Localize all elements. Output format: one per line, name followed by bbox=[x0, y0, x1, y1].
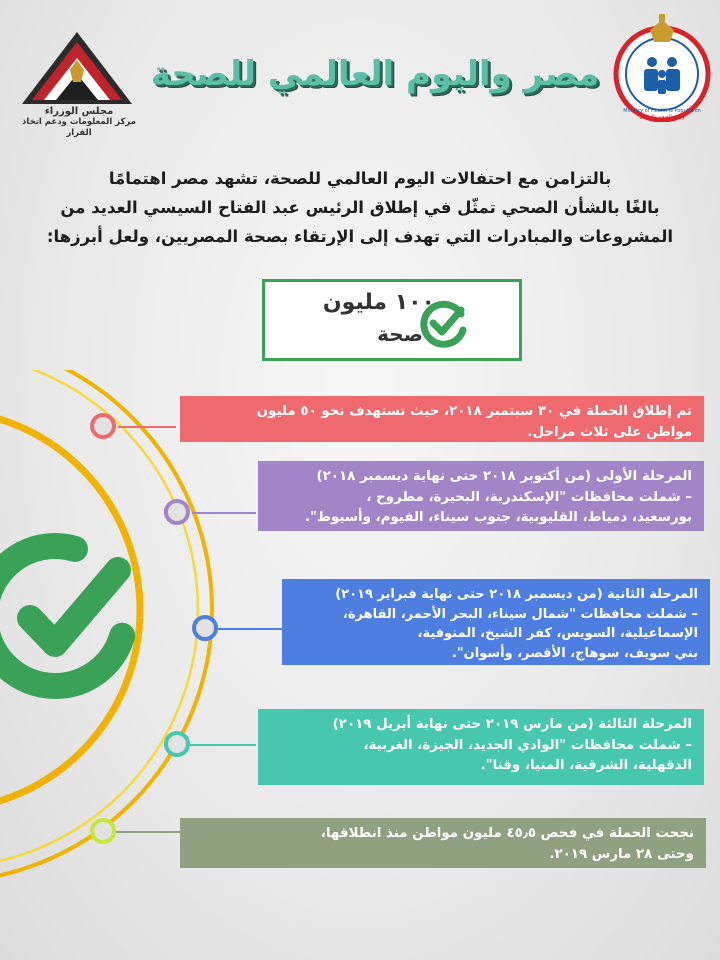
phase-two-card: المرحلة الثانية (من ديسمبر ٢٠١٨ حتى نهاية فبراير ٢٠١٩) – شملت محافظات "شمال سيناء، البحر الأحمر، القاهرة، الإسماعيلية، السويس، كفر الشيخ، المنوفية، بني سويف، سوهاج، الأقصر، وأسوان". bbox=[282, 579, 710, 665]
timeline-node bbox=[164, 731, 190, 757]
timeline-node bbox=[90, 413, 116, 439]
page-title: مصر واليوم العالمي للصحة bbox=[150, 54, 600, 94]
phase-one-card: المرحلة الأولى (من أكتوبر ٢٠١٨ حتى نهاية ديسمبر ٢٠١٨) – شملت محافظات "الإسكندرية، البحيرة، مطروح ، بورسعيد، دمياط، القليوبية، جنوب سيناء، الفيوم، وأسيوط". bbox=[258, 461, 704, 531]
intro-line: بالغًا بالشأن الصحي تمثّل في إطلاق الرئيس عبد الفتاح السيسي العديد من bbox=[60, 198, 660, 217]
intro-line: بالتزامن مع احتفالات اليوم العالمي للصحة، تشهد مصر اهتمامًا bbox=[108, 169, 612, 188]
ministry-logo-caption: Ministry of Health & Population وزارة الصحة والسكان bbox=[623, 108, 701, 120]
intro-line: المشروعات والمبادرات التي تهدف إلى الإرتقاء بصحة المصريين، ولعل أبرزها: bbox=[46, 227, 674, 246]
campaign-name-line2: صحة bbox=[377, 322, 423, 346]
timeline-node bbox=[164, 499, 190, 525]
connector-line bbox=[118, 426, 176, 428]
connector-line bbox=[116, 831, 182, 833]
phase-three-card: المرحلة الثالثة (من مارس ٢٠١٩ حتى نهاية أبريل ٢٠١٩) – شملت محافظات "الوادي الجديد، الجيزة، الغربية، الدقهلية، الشرقية، المنيا، وقنا". bbox=[258, 709, 704, 785]
campaign-name-line1: ١٠٠ مليون bbox=[322, 290, 435, 315]
connector-line bbox=[192, 512, 256, 514]
campaign-launch-card: تم إطلاق الحملة في ٣٠ سبتمبر ٢٠١٨، حيث تستهدف نحو ٥٠ مليون مواطن على ثلاث مراحل. bbox=[180, 396, 704, 442]
campaign-logo-box bbox=[262, 279, 522, 361]
cabinet-name: مجلس الوزراء مركز المعلومات ودعم اتخاذ القرار bbox=[22, 106, 136, 138]
checkmark-icon bbox=[417, 298, 473, 348]
intro-paragraph bbox=[40, 164, 680, 251]
big-checkmark-icon bbox=[0, 526, 150, 706]
connector-line bbox=[218, 628, 282, 630]
timeline-node bbox=[192, 615, 218, 641]
timeline-node bbox=[90, 818, 116, 844]
ministry-of-health-logo bbox=[612, 12, 712, 122]
results-card: نجحت الحملة في فحص ٤٥٫٥ مليون مواطن منذ انطلاقها، وحتى ٢٨ مارس ٢٠١٩. bbox=[180, 818, 706, 868]
connector-line bbox=[190, 744, 256, 746]
